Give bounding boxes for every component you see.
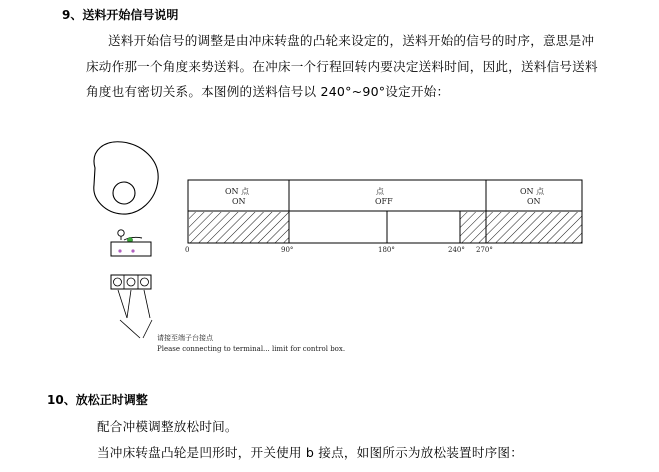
seg-left-bottom-label: ON bbox=[232, 197, 246, 206]
section-9-title: 送料开始信号说明 bbox=[82, 8, 179, 22]
limit-switch bbox=[111, 230, 151, 256]
seg-right-bottom-label: ON bbox=[527, 197, 541, 206]
terminal-block bbox=[111, 275, 152, 338]
cam-hub bbox=[113, 182, 135, 204]
seg-right-top-label: ON 点 bbox=[520, 187, 545, 196]
tick-270-label: 270° bbox=[476, 246, 493, 254]
switch-body bbox=[111, 242, 151, 256]
cam-outline bbox=[94, 142, 158, 214]
hatch-on-0-90 bbox=[189, 212, 289, 243]
tick-180-label: 180° bbox=[378, 246, 395, 254]
hatch-on-240-360 bbox=[461, 212, 582, 243]
section-9-number: 9、 bbox=[62, 8, 83, 22]
terminal-note-en: Please connecting to terminal... limit for control box. bbox=[157, 345, 346, 353]
seg-left-top-label: ON 点 bbox=[225, 187, 250, 196]
section-10-para-line-2: 当冲床转盘凸轮是凹形时，开关使用 b 接点，如图所示为放松装置时序图： bbox=[97, 445, 524, 460]
switch-pin-1 bbox=[118, 249, 121, 252]
cam-illustration bbox=[94, 142, 158, 214]
seg-mid-top-label: 点 bbox=[376, 187, 384, 196]
tick-0-label: 0 bbox=[185, 246, 190, 254]
tick-240-label: 240° bbox=[448, 246, 465, 254]
section-9-para-line-1: 送料开始信号的调整是由冲床转盘的凸轮来设定的，送料开始的信号的时序，意思是冲 bbox=[108, 33, 595, 48]
tick-90-label: 90° bbox=[281, 246, 294, 254]
seg-mid-bottom-label: OFF bbox=[375, 197, 393, 206]
switch-pin-2 bbox=[131, 249, 134, 252]
section-10-title: 放松正时调整 bbox=[75, 393, 148, 407]
switch-roller bbox=[118, 230, 124, 236]
section-10-heading bbox=[47, 391, 148, 408]
section-10-number: 10、 bbox=[47, 393, 76, 407]
terminal-note-cn: 请接至端子台接点 bbox=[157, 334, 213, 342]
section-10-para-line-1: 配合冲模调整放松时间。 bbox=[97, 419, 238, 434]
section-9-para-line-3: 角度也有密切关系。本图例的送料信号以 240°~90°设定开始： bbox=[86, 84, 450, 99]
switch-lever bbox=[124, 237, 142, 240]
section-9-para-line-2: 床动作那一个角度来势送料。在冲床一个行程回转内要决定送料时间，因此，送料信号送料 bbox=[86, 59, 598, 74]
